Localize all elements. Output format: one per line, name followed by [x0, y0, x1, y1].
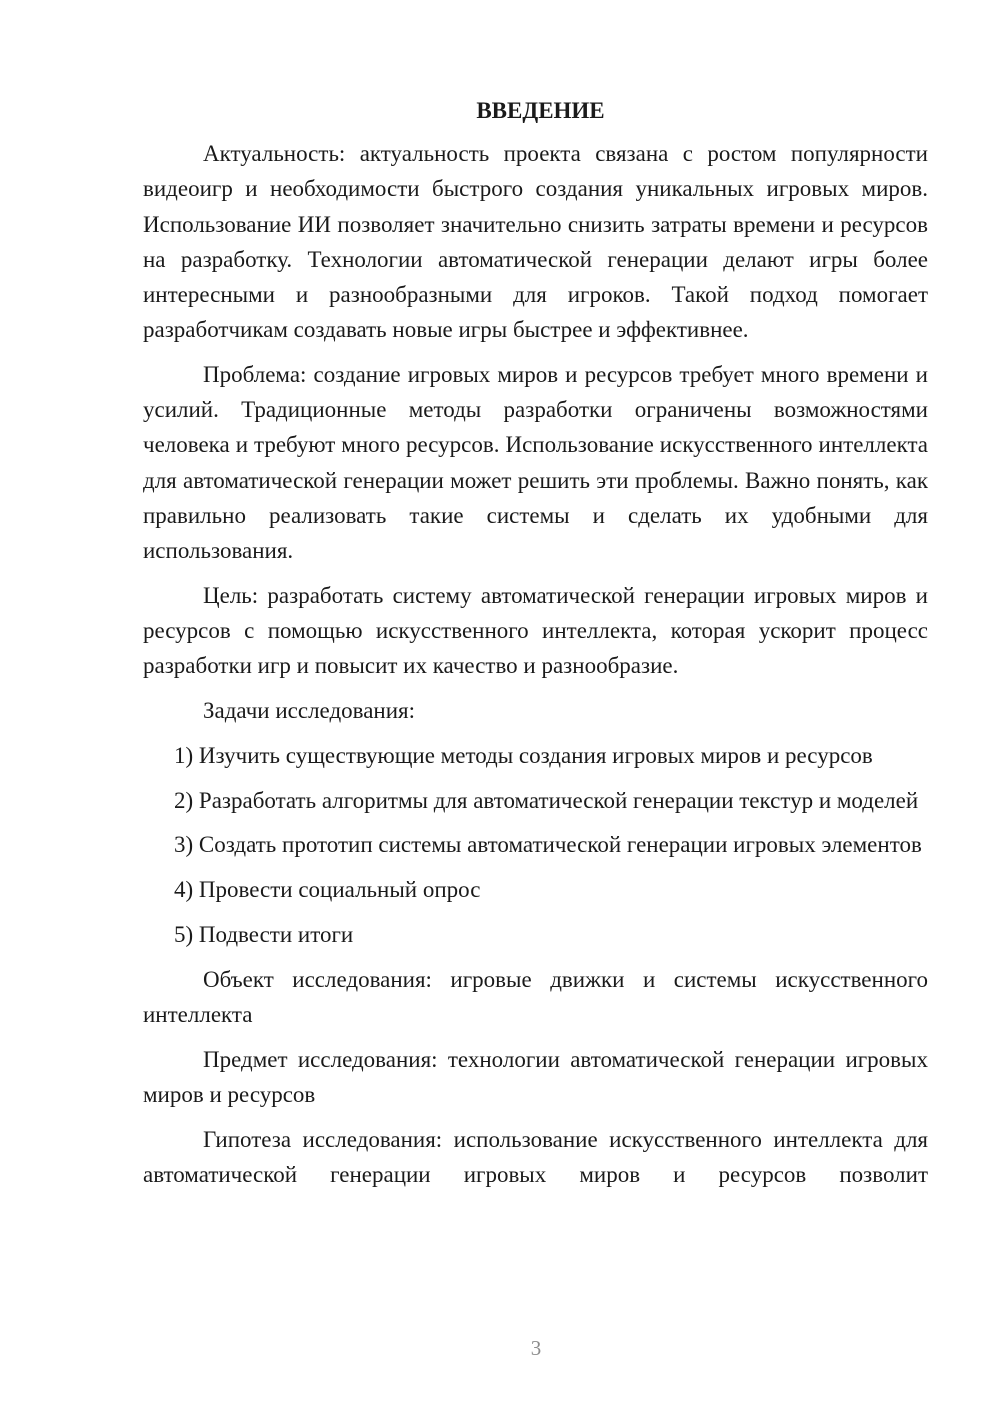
paragraph-object: Объект исследования: игровые движки и системы искусственного интеллекта — [143, 966, 928, 1028]
task-item-1: 1) Изучить существующие методы создания игровых миров и ресурсов — [174, 742, 873, 768]
paragraph-problem: Проблема: создание игровых миров и ресурсов требует много времени и усилий. Традиционные методы разработки ограничены возможностями человека и требуют много ресурсов. Использование искусственного интеллекта для автоматической генерации может решить эти проблемы. Важно понять, как правильно реализовать такие системы и сделать их удобными для использования. — [143, 362, 928, 564]
task-item-4: 4) Провести социальный опрос — [174, 877, 481, 903]
paragraph-relevance: Актуальность: актуальность проекта связана с ростом популярности видеоигр и необходимости быстрого создания уникальных игровых миров. Использование ИИ позволяет значительно снизить затраты времени и ресурсов на разработку. Технологии автоматической генерации делают игры более интересными и разнообразными для игроков. Такой подход помогает разработчикам создавать новые игры быстрее и эффективнее. — [143, 141, 928, 343]
paragraph-goal: Цель: разработать систему автоматической генерации игровых миров и ресурсов с помощью искусственного интеллекта, которая ускорит процесс разработки игр и повысит их качество и разнообразие. — [143, 582, 928, 679]
page-number: 3 — [530, 1336, 542, 1360]
paragraph-tasks-heading: Задачи исследования: — [203, 698, 416, 724]
task-item-2: 2) Разработать алгоритмы для автоматической генерации текстур и моделей — [174, 787, 919, 813]
page-content — [143, 93, 928, 1202]
section-title: ВВЕДЕНИЕ — [476, 98, 605, 123]
task-item-5: 5) Подвести итоги — [174, 922, 354, 948]
paragraph-subject: Предмет исследования: технологии автоматической генерации игровых миров и ресурсов — [143, 1046, 928, 1108]
paragraph-hypothesis: Гипотеза исследования: использование искусственного интеллекта для автоматической генерации игровых миров и ресурсов позволит — [143, 1126, 928, 1188]
task-item-3: 3) Создать прототип системы автоматической генерации игровых элементов — [174, 832, 922, 858]
